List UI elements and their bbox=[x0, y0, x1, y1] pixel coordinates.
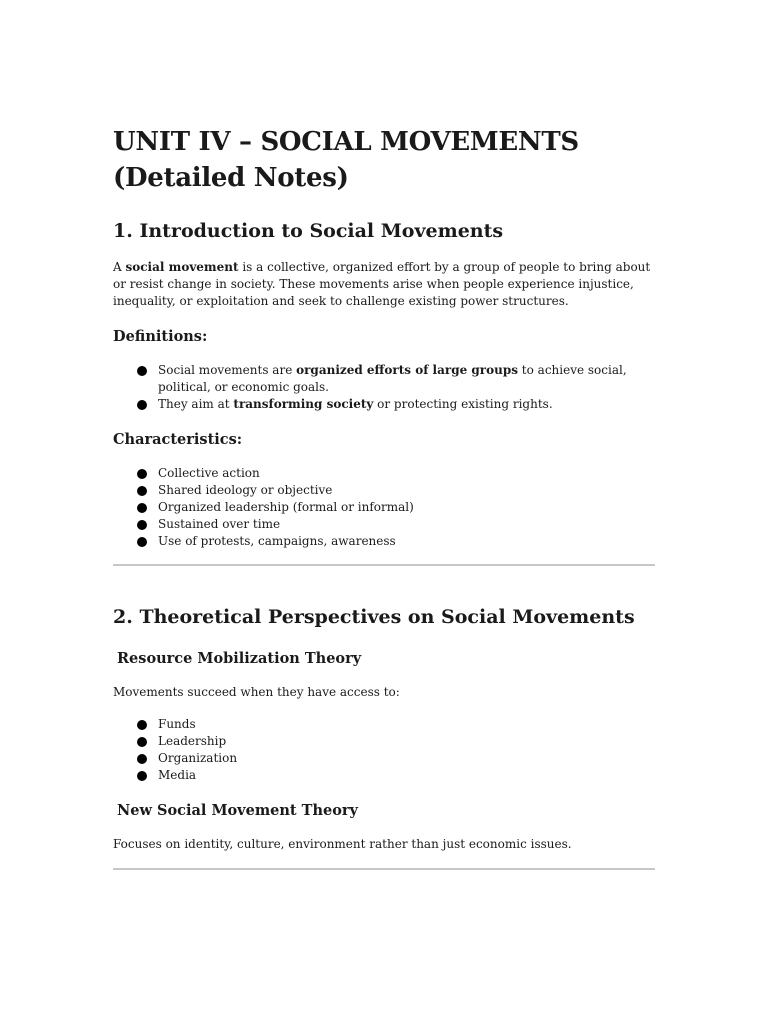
resource-mobilization-intro: Movements succeed when they have access to: bbox=[113, 685, 400, 699]
bullet-icon bbox=[137, 720, 147, 730]
bullet-icon bbox=[137, 737, 147, 747]
characteristics-heading: Characteristics: bbox=[113, 431, 243, 448]
bullet-icon bbox=[137, 537, 147, 547]
resources-list bbox=[113, 716, 655, 784]
new-social-movement-text: Focuses on identity, culture, environment rather than just economic issues. bbox=[113, 837, 572, 851]
resource-text: Leadership bbox=[158, 734, 227, 748]
document-title: UNIT IV – SOCIAL MOVEMENTS (Detailed Notes) bbox=[113, 127, 579, 193]
list-item bbox=[113, 767, 655, 784]
list-item bbox=[113, 716, 655, 733]
bullet-icon bbox=[137, 520, 147, 530]
characteristic-text: Collective action bbox=[158, 466, 260, 480]
list-item bbox=[113, 362, 655, 396]
resource-text: Media bbox=[158, 768, 197, 782]
intro-text-rest: is a collective, organized effort by a group of people to bring about or resist change in society. These movements arise when people experience injustice, inequality, or exploitation and seek to challenge existing power structures. bbox=[113, 260, 651, 308]
characteristic-text: Organized leadership (formal or informal) bbox=[158, 500, 414, 514]
definition-text-rest: or protecting existing rights. bbox=[373, 397, 553, 411]
list-item bbox=[113, 733, 655, 750]
list-item bbox=[113, 516, 655, 533]
section-divider bbox=[113, 868, 655, 870]
bullet-icon bbox=[137, 503, 147, 513]
list-item bbox=[113, 750, 655, 767]
definitions-list bbox=[113, 362, 655, 413]
definition-text-rest: to achieve social, political, or economic goals. bbox=[158, 363, 627, 394]
list-item bbox=[113, 533, 655, 550]
characteristic-text: Shared ideology or objective bbox=[158, 483, 333, 497]
section-divider bbox=[113, 564, 655, 566]
list-item bbox=[113, 465, 655, 482]
resource-text: Funds bbox=[158, 717, 196, 731]
definition-bold: transforming society bbox=[233, 397, 374, 411]
list-item bbox=[113, 499, 655, 516]
definition-text-start: They aim at bbox=[158, 397, 234, 411]
characteristic-text: Sustained over time bbox=[158, 517, 281, 531]
definition-bold: organized efforts of large groups bbox=[296, 363, 518, 377]
bullet-icon bbox=[137, 469, 147, 479]
intro-paragraph bbox=[113, 259, 655, 310]
characteristics-list bbox=[113, 465, 655, 550]
bullet-icon bbox=[137, 486, 147, 496]
bullet-icon bbox=[137, 754, 147, 764]
characteristic-text: Use of protests, campaigns, awareness bbox=[158, 534, 396, 548]
bullet-icon bbox=[137, 771, 147, 781]
intro-bold-term: social movement bbox=[125, 260, 239, 274]
intro-text-start: A bbox=[113, 260, 126, 274]
definitions-heading: Definitions: bbox=[113, 328, 208, 345]
section-heading-introduction: 1. Introduction to Social Movements bbox=[113, 220, 504, 242]
list-item bbox=[113, 396, 655, 413]
resource-text: Organization bbox=[158, 751, 238, 765]
definition-text-start: Social movements are bbox=[158, 363, 297, 377]
bullet-icon bbox=[137, 366, 147, 376]
list-item bbox=[113, 482, 655, 499]
bullet-icon bbox=[137, 400, 147, 410]
section-heading-theoretical-perspectives: 2. Theoretical Perspectives on Social Movements bbox=[113, 606, 635, 628]
resource-mobilization-heading: Resource Mobilization Theory bbox=[117, 650, 362, 667]
new-social-movement-heading: New Social Movement Theory bbox=[117, 802, 358, 819]
